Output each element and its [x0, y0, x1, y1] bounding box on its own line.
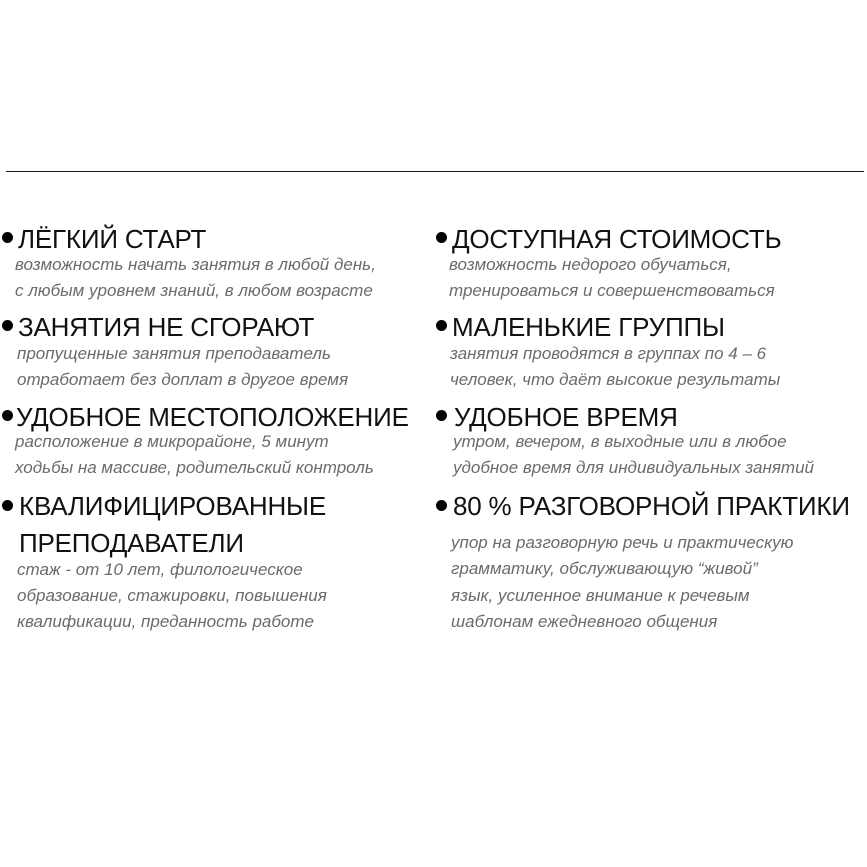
feature-desc-line: удобное время для индивидуальных занятий	[453, 458, 814, 477]
feature-desc-line: образование, стажировки, повышения	[17, 586, 327, 605]
feature-title-small-groups: МАЛЕНЬКИЕ ГРУППЫ	[452, 312, 725, 342]
feature-desc-line: упор на разговорную речь и практическую	[451, 533, 794, 552]
feature-desc-line: расположение в микрорайоне, 5 минут	[15, 432, 329, 451]
bullet-icon	[2, 232, 13, 243]
feature-desc-line: с любым уровнем знаний, в любом возрасте	[15, 281, 373, 300]
feature-desc-line: пропущенные занятия преподаватель	[17, 344, 331, 363]
feature-desc-line: отработает без доплат в другое время	[17, 370, 349, 389]
feature-desc-line: стаж - от 10 лет, филологическое	[17, 560, 303, 579]
bullet-icon	[436, 500, 447, 511]
feature-desc-line: шаблонам ежедневного общения	[451, 612, 718, 631]
feature-desc-line: человек, что даёт высокие результаты	[450, 370, 781, 389]
feature-title-convenient-location: УДОБНОЕ МЕСТОПОЛОЖЕНИЕ	[16, 402, 409, 432]
feature-title-lessons-dont-expire: ЗАНЯТИЯ НЕ СГОРАЮТ	[18, 312, 315, 342]
bullet-icon	[436, 232, 447, 243]
feature-desc-line: возможность начать занятия в любой день,	[15, 255, 376, 274]
feature-desc-line: грамматику, обслуживающую “живой”	[451, 559, 758, 578]
bullet-icon	[436, 320, 447, 331]
horizontal-divider	[6, 171, 864, 172]
feature-desc-line: утром, вечером, в выходные или в любое	[453, 432, 787, 451]
bullet-icon	[2, 500, 13, 511]
bullet-icon	[436, 410, 447, 421]
feature-desc-line: ходьбы на массиве, родительский контроль	[15, 458, 374, 477]
feature-title-convenient-time: УДОБНОЕ ВРЕМЯ	[454, 402, 678, 432]
feature-desc-line: занятия проводятся в группах по 4 – 6	[450, 344, 767, 363]
feature-title-qualified-teachers: КВАЛИФИЦИРОВАННЫЕ	[19, 491, 326, 521]
feature-desc-line: язык, усиленное внимание к речевым	[451, 586, 750, 605]
feature-desc-line: квалификации, преданность работе	[17, 612, 315, 631]
feature-title-qualified-teachers-line2: ПРЕПОДАВАТЕЛИ	[19, 528, 244, 558]
feature-title-speaking-practice: 80 % РАЗГОВОРНОЙ ПРАКТИКИ	[453, 491, 850, 521]
bullet-icon	[2, 320, 13, 331]
feature-title-easy-start: ЛЁГКИЙ СТАРТ	[18, 224, 207, 254]
feature-desc-line: тренироваться и совершенствоваться	[449, 281, 775, 300]
bullet-icon	[2, 410, 13, 421]
feature-desc-line: возможность недорого обучаться,	[449, 255, 732, 274]
feature-title-affordable-price: ДОСТУПНАЯ СТОИМОСТЬ	[452, 224, 782, 254]
